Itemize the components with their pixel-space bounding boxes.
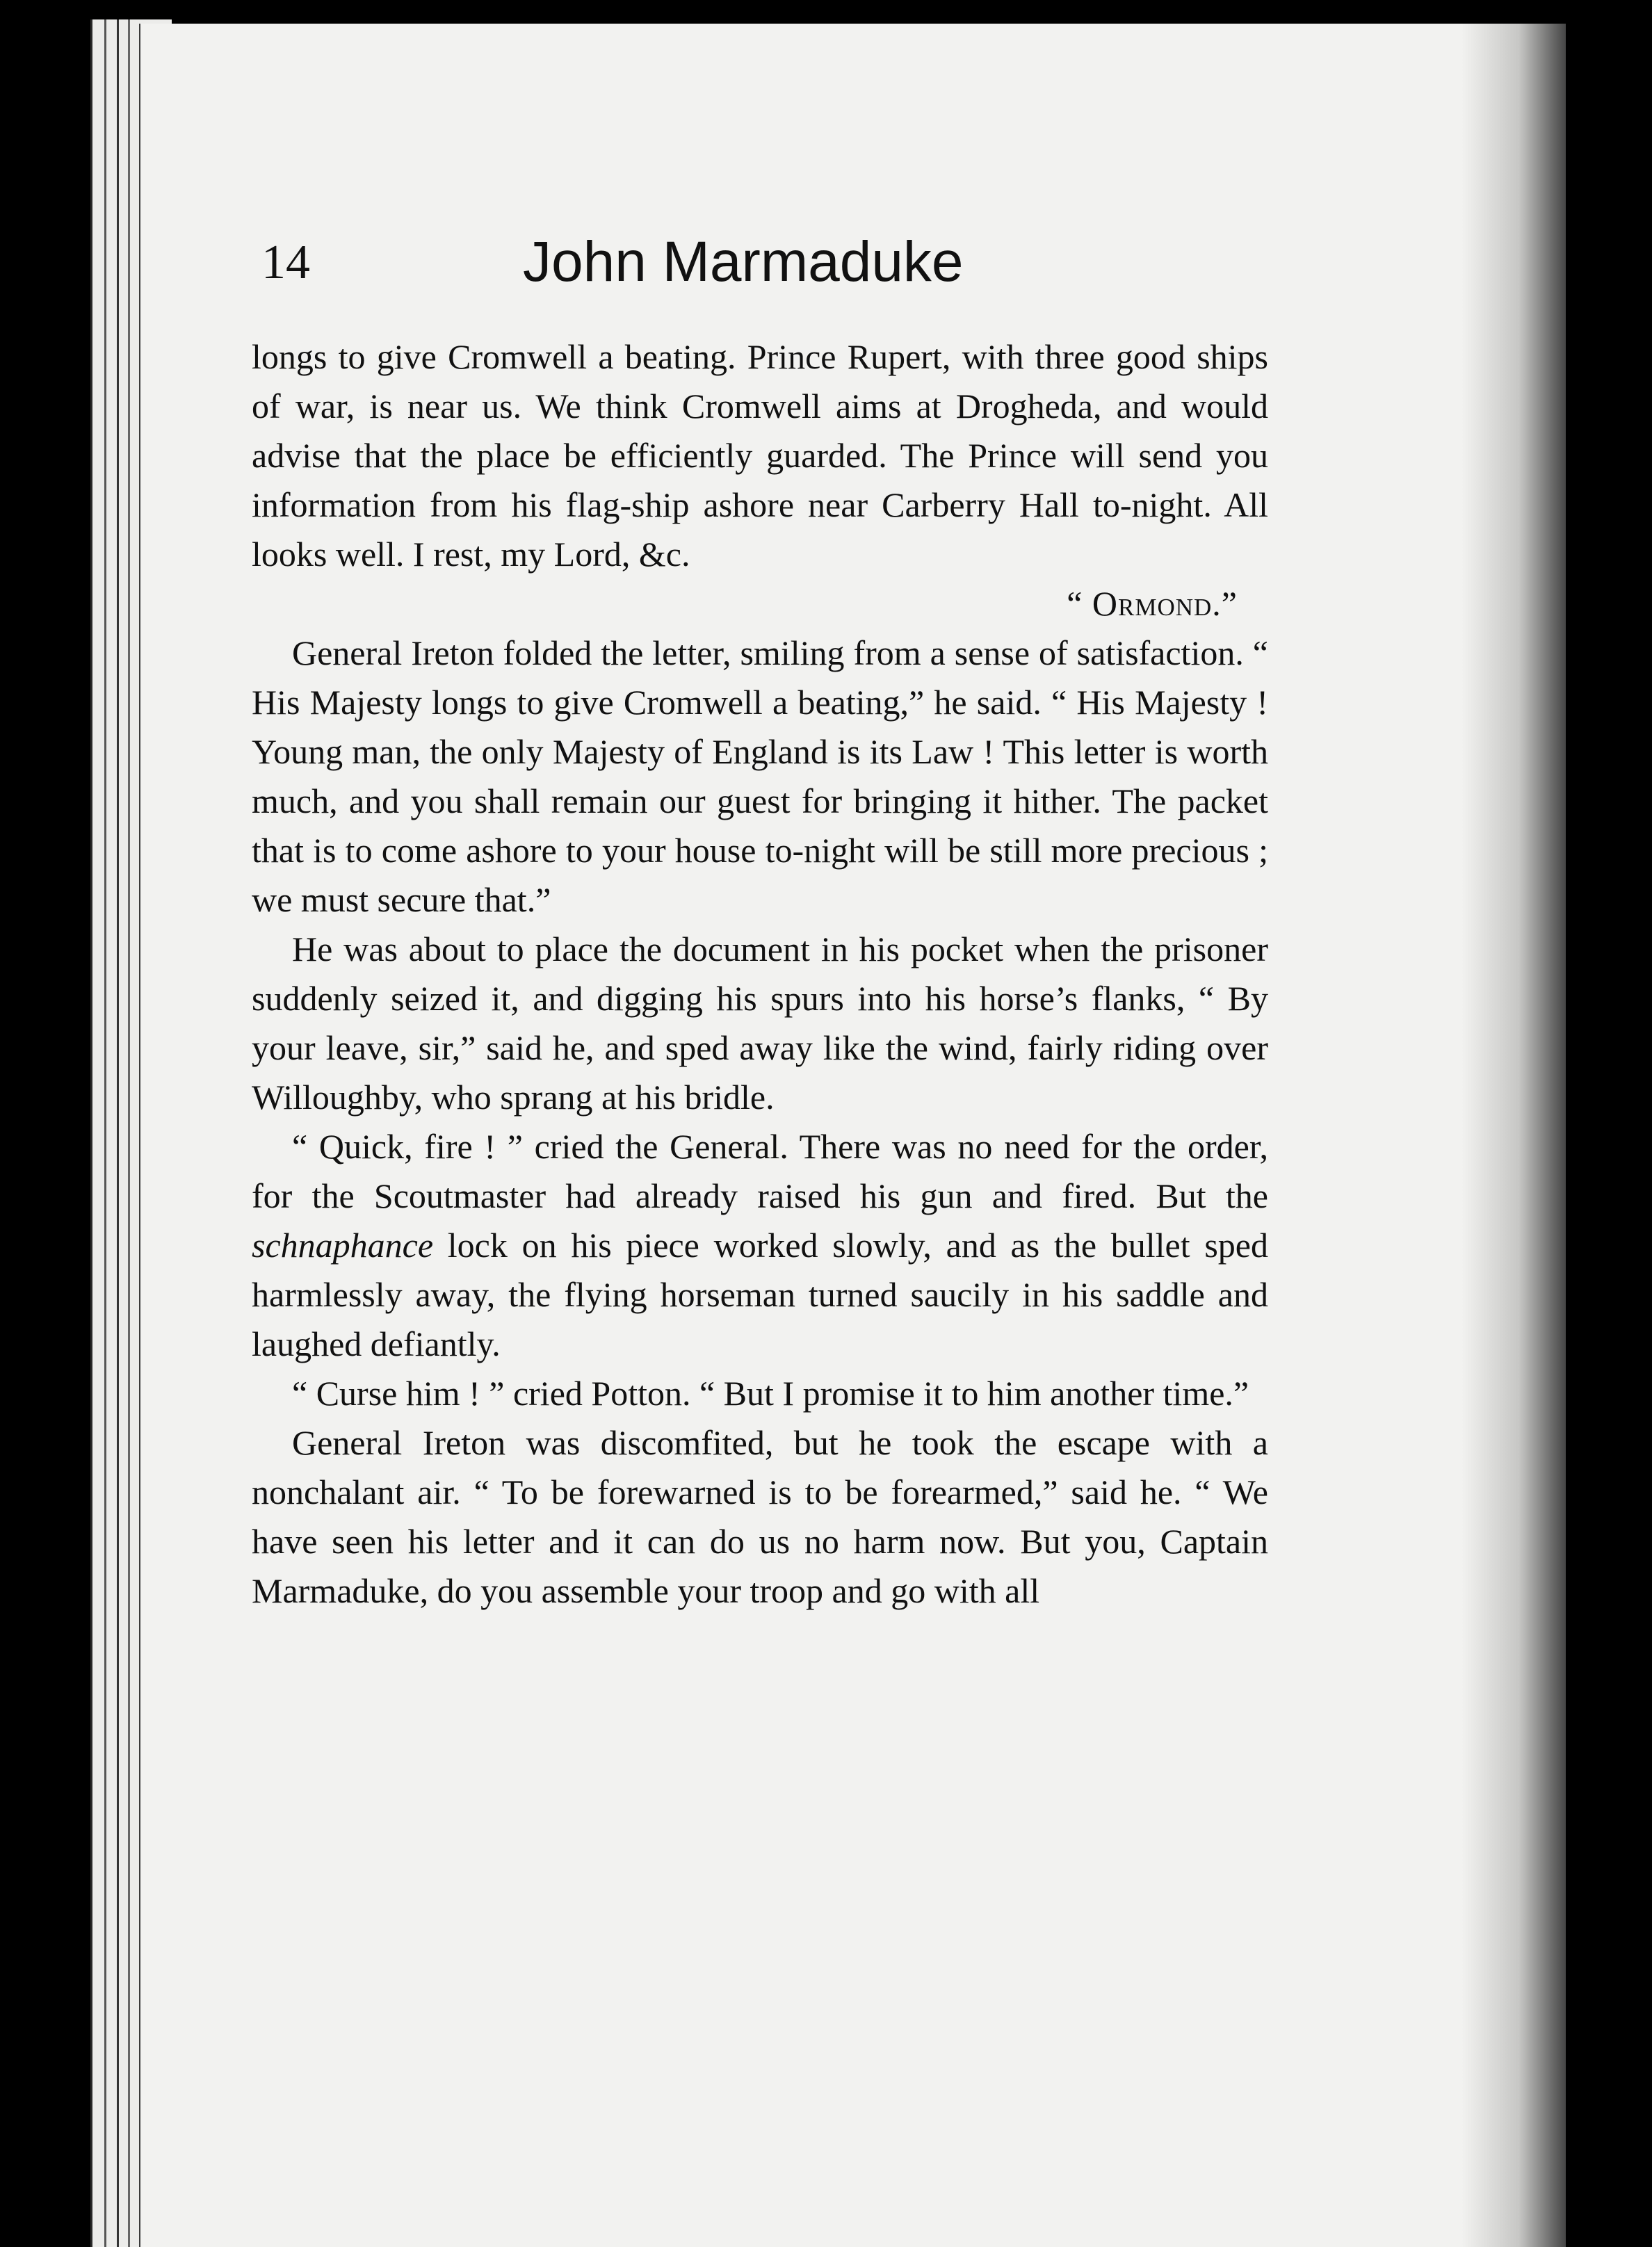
- paragraph: He was about to place the document in his pocket when the prisoner suddenly seized it, and digging his spurs into his horse’s flanks, “ By your leave, sir,” said he, and sped away like the wind, fairly riding over Willoughby, who sprang at his bridle.: [252, 930, 1268, 1117]
- body-text: [252, 332, 1268, 1616]
- text-run: lock on his piece worked slowly, and as the bullet sped harmlessly away, the flying horseman turned saucily in his saddle and laughed defiantly.: [252, 1226, 1268, 1363]
- paragraph: [252, 1122, 1268, 1369]
- page-number: 14: [261, 236, 310, 289]
- gutter-shadow: [1461, 24, 1566, 2247]
- paragraph: General Ireton was discomfited, but he took the escape with a nonchalant air. “ To be forewarned is to be forearmed,” said he. “ We have seen his letter and it can do us no harm now. But you, Captain Marmaduke, do you assemble your troop and go with all: [252, 1423, 1268, 1610]
- italic-word: schnaphance: [252, 1226, 434, 1265]
- paragraph: General Ireton folded the letter, smiling from a sense of satisfaction. “ His Majesty longs to give Cromwell a beating,” he said. “ His Majesty ! Young man, the only Majesty of England is its Law ! This letter is worth much, and you shall remain our guest for bringing it hither. The packet that is to come ashore to your house to-night will be still more precious ; we must secure that.”: [252, 633, 1268, 919]
- running-title: John Marmaduke: [523, 230, 964, 293]
- paragraph: “ Curse him ! ” cried Potton. “ But I promise it to him another time.”: [292, 1374, 1249, 1413]
- page-header: [261, 229, 1165, 306]
- text-run: “ Quick, fire ! ” cried the General. There was no need for the order, for the Scoutmaster had already raised his gun and fired. But the: [252, 1127, 1268, 1215]
- paragraph: longs to give Cromwell a beating. Prince Rupert, with three good ships of war, is near us. We think Cromwell aims at Drogheda, and would advise that the place be efficiently guarded. The Prince will send you information from his flag-ship ashore near Carberry Hall to-night. All looks well. I rest, my Lord, &c.: [252, 337, 1268, 574]
- letter-signature: “ Ormond.”: [1067, 584, 1238, 623]
